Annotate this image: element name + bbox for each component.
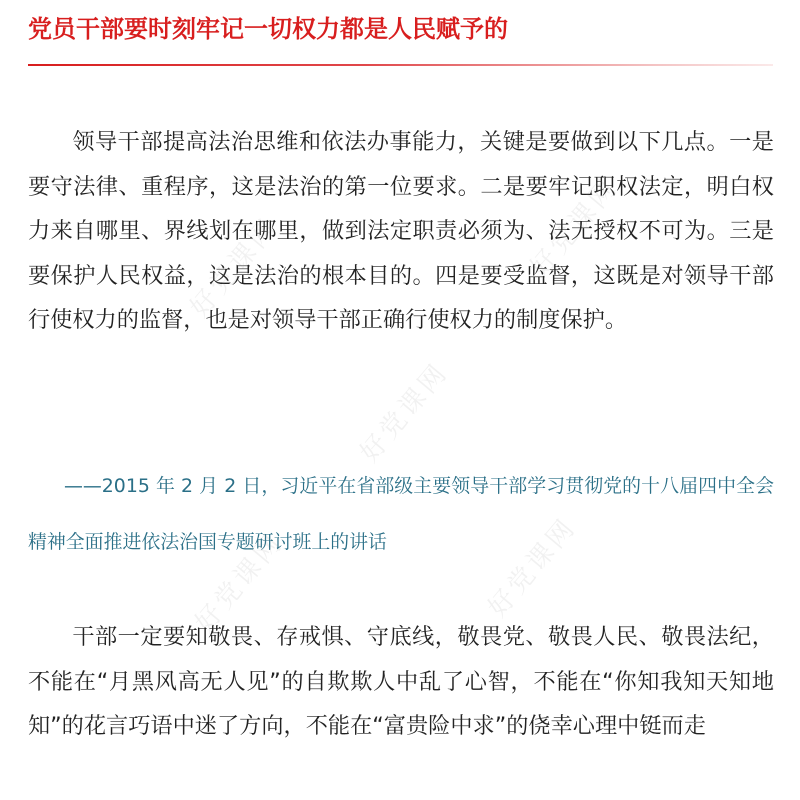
body-paragraph-2: 干部一定要知敬畏、存戒惧、守底线，敬畏党、敬畏人民、敬畏法纪，不能在“月黑风高无人见”的自欺欺人中乱了心智，不能在“你知我知天知地知”的花言巧语中迷了方向，不能在“富贵险中求”的侥幸心理中铤而走 <box>28 624 774 740</box>
title-divider <box>28 64 773 66</box>
watermark: 好党课网 <box>524 171 625 284</box>
body-paragraph-1: 领导干部提高法治思维和依法办事能力，关键是要做到以下几点。一是要守法律、重程序，这是法治的第一位要求。二是要牢记职权法定，明白权力来自哪里、界线划在哪里，做到法定职责必须为、法无授权不可为。三是要保护人民权益，这是法治的根本目的。四是要受监督，这既是对领导干部行使权力的监督，也是对领导干部正确行使权力的制度保护。 <box>28 129 774 334</box>
watermark: 好党课网 <box>184 211 285 324</box>
quote-source: ——2015 年 2 月 2 日，习近平在省部级主要领导干部学习贯彻党的十八届四中全会精神全面推进依法治国专题研讨班上的讲话 <box>28 475 774 553</box>
watermark: 好党课网 <box>354 356 455 469</box>
article-title: 党员干部要时刻牢记一切权力都是人民赋予的 <box>28 15 508 43</box>
watermark: 好党课网 <box>189 526 290 639</box>
watermark: 好党课网 <box>482 511 583 624</box>
